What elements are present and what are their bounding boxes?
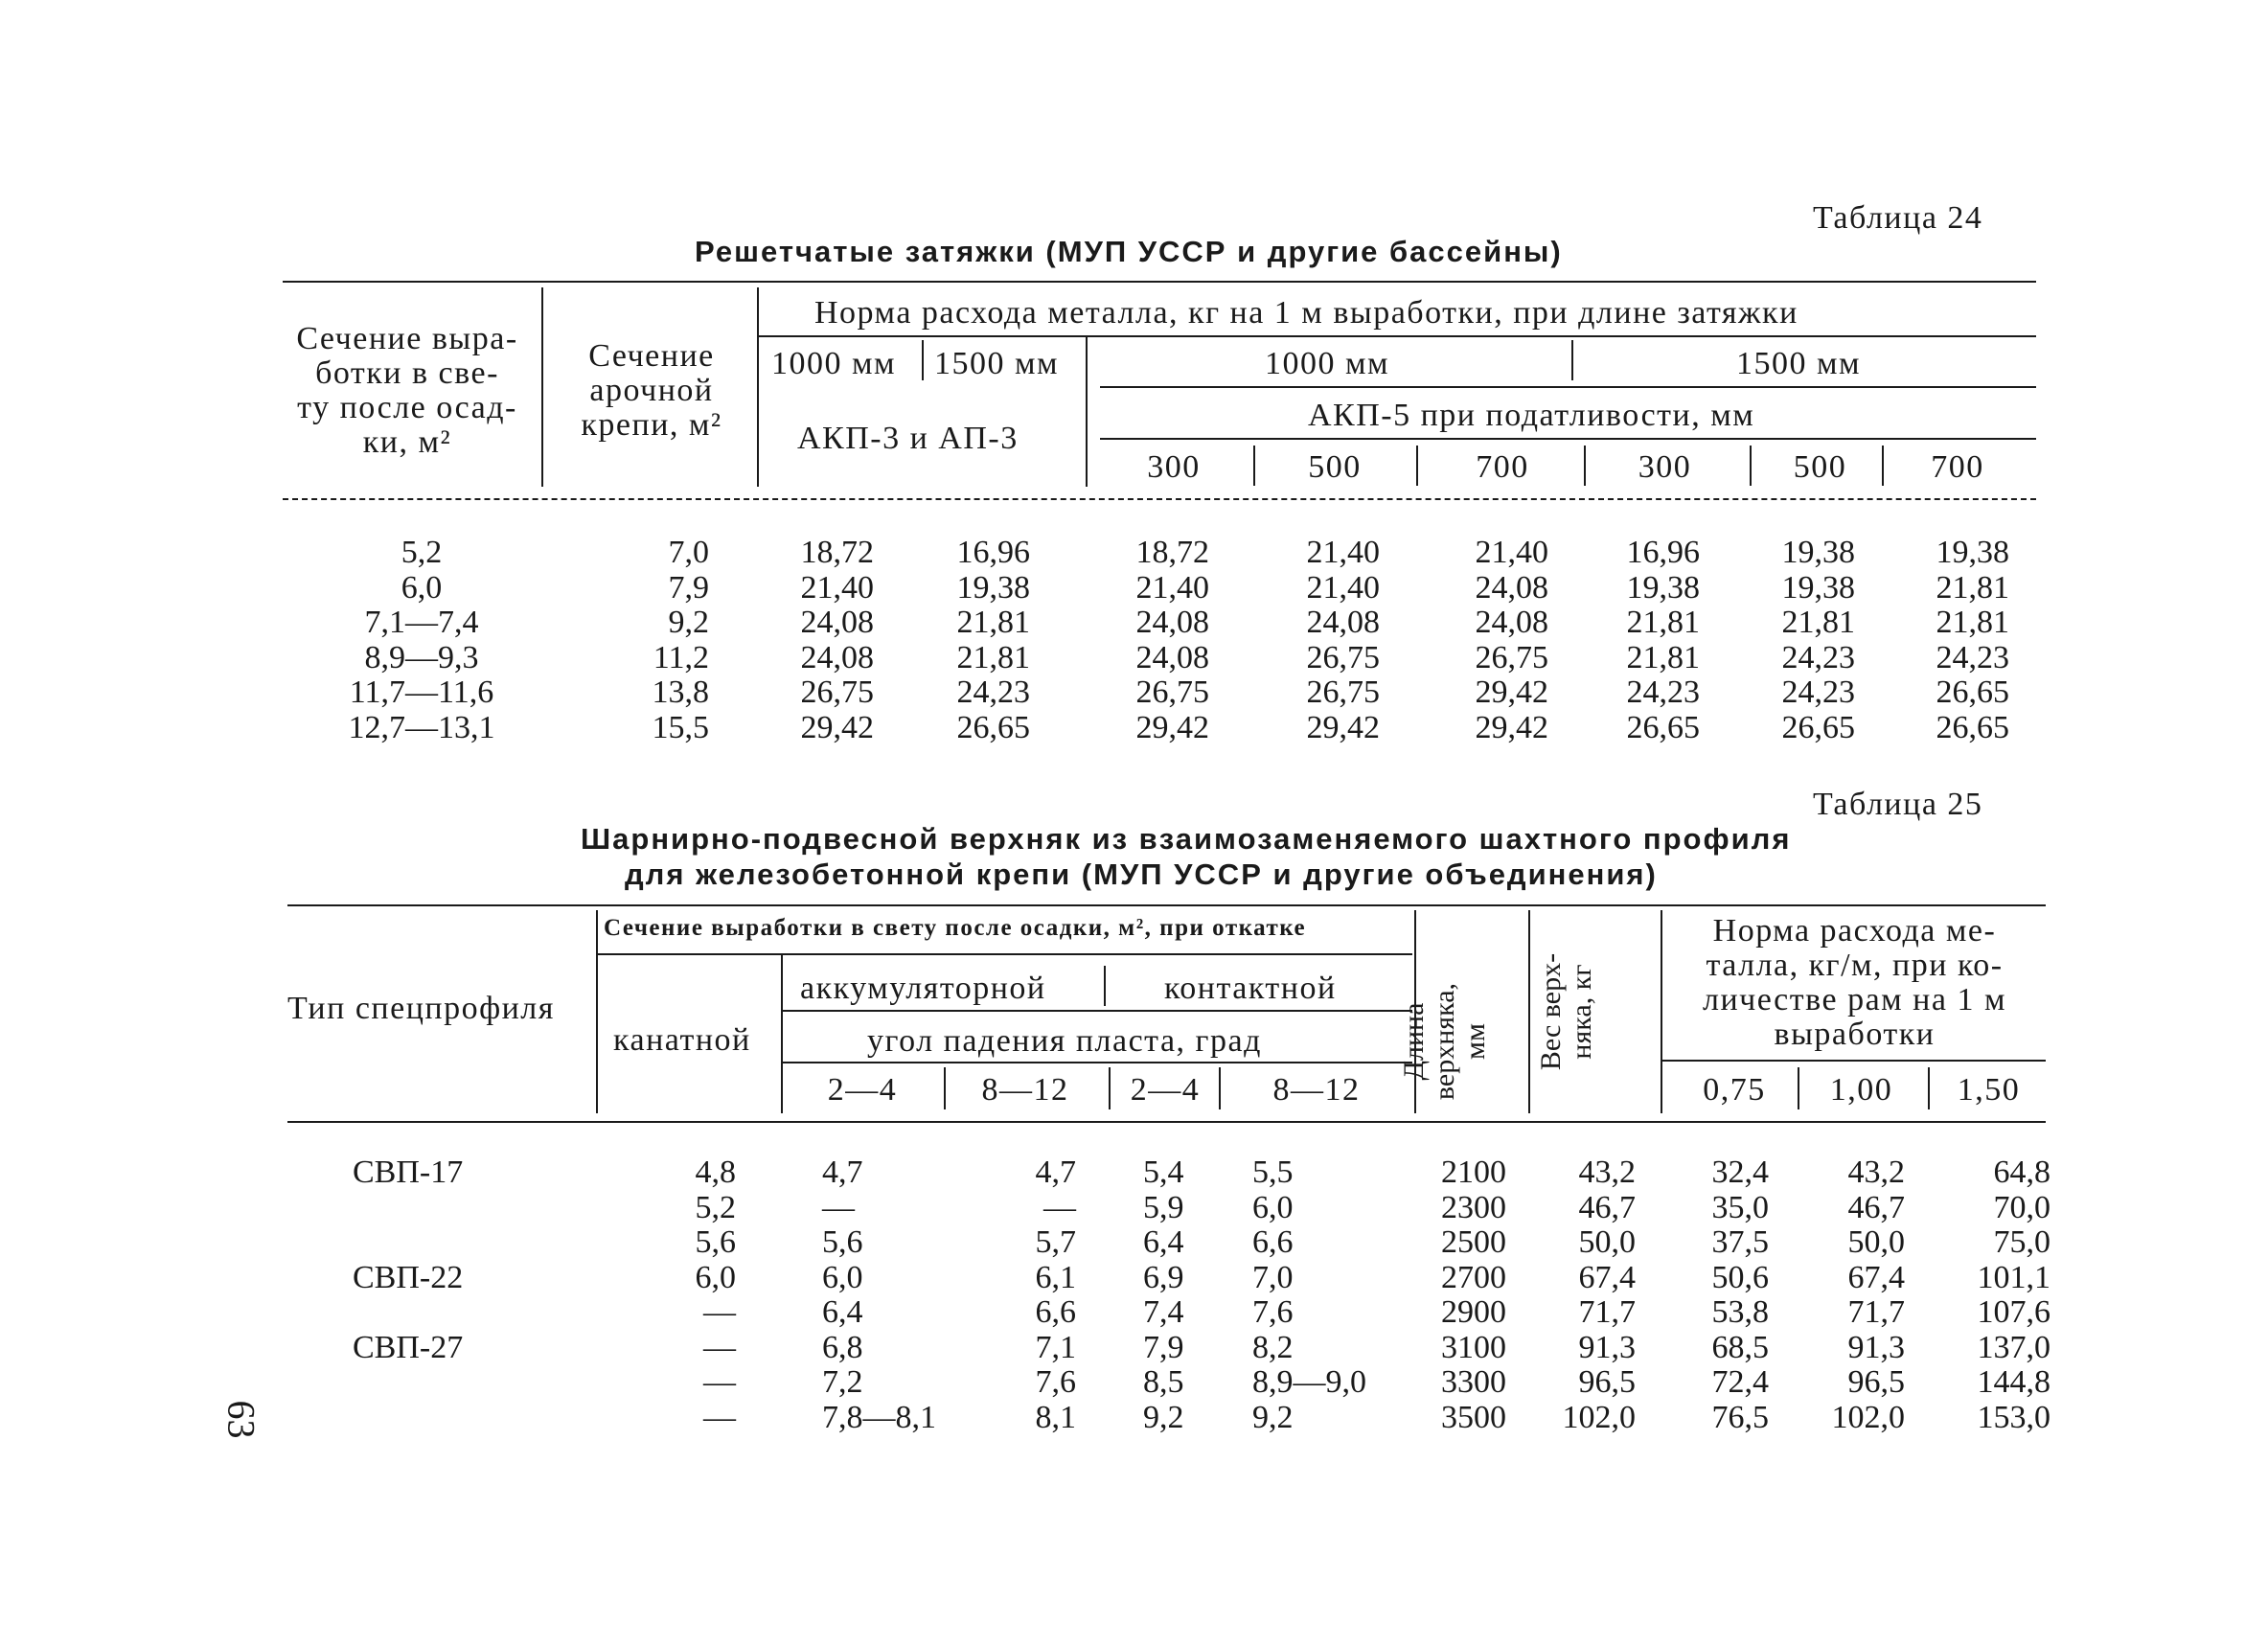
table25-cell: 8,1 (1035, 1399, 1076, 1435)
table25-cell: 7,6 (1035, 1364, 1076, 1400)
t25-angle: угол падения пласта, град (867, 1023, 1262, 1059)
table25-cell: 53,8 (1711, 1294, 1769, 1330)
table25-cell: 70,0 (1993, 1189, 2050, 1225)
table25-cell: 3300 (1441, 1364, 1506, 1400)
table24-cell: 11,7—11,6 (349, 674, 494, 710)
t25-weight-line: няка, кг (1566, 964, 1597, 1060)
table25-label: Таблица 25 (1813, 787, 1983, 822)
table24-cell: 6,0 (401, 569, 443, 606)
table25-cell: 101,1 (1977, 1259, 2050, 1295)
table25-cell: — (1043, 1189, 1076, 1225)
table24-cell: 26,65 (1936, 709, 2009, 745)
table25-cell: 5,6 (822, 1224, 863, 1260)
t24-col2-line: Сечение (588, 338, 715, 374)
table25-cell: 68,5 (1711, 1329, 1769, 1365)
table24-cell: 26,75 (1135, 674, 1209, 710)
table25-cell: 50,0 (1578, 1224, 1636, 1260)
table24-cell: 26,75 (800, 674, 874, 710)
t24-col1-header (278, 322, 537, 460)
t25-weight-header (1536, 921, 1605, 1103)
table25-cell: 5,9 (1143, 1189, 1184, 1225)
t24-col2-line: арочной (589, 373, 714, 408)
t25-length-header (1399, 946, 1495, 1137)
t24-akp3: АКП-3 и АП-3 (797, 421, 1019, 456)
table24-cell: 19,38 (1781, 569, 1855, 606)
table24-cell: 24,08 (1135, 605, 1209, 640)
t25-norm-line: талла, кг/м, при ко- (1706, 948, 2004, 983)
table24-cell: 24,08 (1475, 605, 1548, 640)
table25-cell: 6,6 (1035, 1294, 1076, 1330)
table25-cell: 4,8 (695, 1154, 736, 1190)
table25-cell: 91,3 (1847, 1329, 1905, 1365)
table24-title: Решетчатые затяжки (МУП УССР и другие бассейны) (695, 235, 1563, 268)
t24-col1-line: ту после осад- (297, 390, 517, 425)
t25-rule (783, 1010, 1412, 1012)
table25-cell: 144,8 (1977, 1364, 2050, 1400)
table25-cell: 5,2 (695, 1189, 736, 1225)
table24-cell: 26,65 (1626, 709, 1700, 745)
table25-cell: 43,2 (1847, 1154, 1905, 1190)
table24-cell: 18,72 (800, 535, 874, 570)
t24-col1-line: ки, м² (362, 424, 452, 460)
table24-cell: 21,81 (1626, 605, 1700, 640)
table24-cell: 18,72 (1135, 535, 1209, 570)
table24-cell: 16,96 (956, 535, 1030, 570)
t25-length-line: верхняка, (1429, 982, 1460, 1101)
t25-length-line: мм (1459, 1023, 1491, 1060)
table25-cell: СВП-17 (353, 1154, 464, 1190)
t25-rule (1662, 1060, 2046, 1062)
table24-cell: 26,65 (1781, 709, 1855, 745)
table24-cell: 24,23 (1936, 639, 2009, 675)
t25-divider (944, 1067, 946, 1109)
table24-cell: 24,08 (1306, 605, 1380, 640)
table24-cell: 12,7—13,1 (348, 709, 495, 745)
table25-cell: 7,4 (1143, 1294, 1184, 1330)
t24-divider (1416, 446, 1418, 486)
table24-cell: 15,5 (652, 709, 709, 745)
table25-cell: 4,7 (822, 1154, 863, 1190)
table25-cell: 2100 (1441, 1154, 1506, 1190)
table25-cell: 91,3 (1578, 1329, 1636, 1365)
table24-cell: 24,23 (956, 674, 1030, 710)
t24-col2-header (551, 339, 752, 443)
table24-cell: 21,81 (956, 639, 1030, 675)
table24-cell: 26,65 (956, 709, 1030, 745)
t24-divider (757, 287, 759, 487)
table24-cell: 24,08 (800, 605, 874, 640)
t25-count: 1,50 (1957, 1072, 2021, 1108)
table25-cell: 50,6 (1711, 1259, 1769, 1295)
t25-rope: канатной (613, 1022, 751, 1058)
table24-cell: 24,08 (800, 639, 874, 675)
table25-cell: 35,0 (1711, 1189, 1769, 1225)
t25-divider (1798, 1067, 1799, 1109)
table24-cell: 19,38 (956, 569, 1030, 606)
t25-divider (1528, 910, 1530, 1113)
table25-cell: 96,5 (1847, 1364, 1905, 1400)
table24-cell: 21,40 (1135, 569, 1209, 606)
t25-range: 2—4 (1130, 1072, 1201, 1108)
t25-rule (783, 1062, 1412, 1063)
table25-cell: 4,7 (1035, 1154, 1076, 1190)
t24-divider (1882, 446, 1884, 486)
table24-cell: 21,81 (1626, 639, 1700, 675)
t25-type-header: Тип спецпрофиля (287, 991, 555, 1026)
table25-cell: 6,6 (1252, 1224, 1294, 1260)
table25-cell: 75,0 (1993, 1224, 2050, 1260)
table25-cell: 137,0 (1977, 1329, 2050, 1365)
t24-yield: 700 (1931, 449, 1984, 485)
table24-cell: 26,75 (1306, 674, 1380, 710)
t24-divider (1253, 446, 1255, 486)
t24-len1000: 1000 мм (771, 346, 897, 381)
table25-cell: 8,9—9,0 (1252, 1364, 1366, 1400)
table25-cell: 8,2 (1252, 1329, 1294, 1365)
table24-cell: 13,8 (652, 674, 709, 710)
table25-cell: 8,5 (1143, 1364, 1184, 1400)
table25-cell: 67,4 (1847, 1259, 1905, 1295)
table25-cell: 5,4 (1143, 1154, 1184, 1190)
t25-range: 8—12 (981, 1072, 1069, 1108)
table25-cell: СВП-22 (353, 1259, 464, 1295)
table25-cell: 153,0 (1977, 1399, 2050, 1435)
table25-cell: 6,1 (1035, 1259, 1076, 1295)
table25-cell: 107,6 (1977, 1294, 2050, 1330)
table24-cell: 11,2 (653, 639, 709, 675)
table25-cell: 6,0 (695, 1259, 736, 1295)
table25-cell: 7,8—8,1 (822, 1399, 936, 1435)
table24-cell: 7,1—7,4 (364, 605, 479, 640)
t24-yield: 700 (1476, 449, 1529, 485)
table24-cell: 24,23 (1781, 674, 1855, 710)
table25-cell: 50,0 (1847, 1224, 1905, 1260)
table24-cell: 16,96 (1626, 535, 1700, 570)
table25-cell: 5,6 (695, 1224, 736, 1260)
t25-battery: аккумуляторной (800, 971, 1046, 1006)
t25-norm-line: личестве рам на 1 м (1702, 982, 2006, 1017)
t25-range: 8—12 (1272, 1072, 1361, 1108)
table25-cell: 96,5 (1578, 1364, 1636, 1400)
table25-title-line2: для железобетонной крепи (МУП УССР и другие объединения) (625, 857, 1658, 891)
t25-length-line: Длина (1398, 1002, 1430, 1081)
t24-yield: 300 (1147, 449, 1201, 485)
t25-norm-line: выработки (1774, 1017, 1936, 1052)
table24-cell: 29,42 (1135, 709, 1209, 745)
table25-cell: — (703, 1399, 736, 1435)
table24-cell: 7,0 (668, 535, 709, 570)
table24-cell: 21,40 (1475, 535, 1548, 570)
table25-cell: 76,5 (1711, 1399, 1769, 1435)
t24-divider (1086, 337, 1088, 487)
table24-cell: 24,23 (1626, 674, 1700, 710)
table25-cell: 9,2 (1252, 1399, 1294, 1435)
t25-rule (598, 953, 1412, 955)
table25-cell: 6,4 (822, 1294, 863, 1330)
table25-cell: 2500 (1441, 1224, 1506, 1260)
table24-cell: 24,08 (1475, 569, 1548, 606)
table24-cell: 29,42 (1475, 709, 1548, 745)
table24-cell: 19,38 (1781, 535, 1855, 570)
table25-cell: 5,5 (1252, 1154, 1294, 1190)
table25-cell: — (703, 1329, 736, 1365)
table25-cell: — (703, 1364, 736, 1400)
t25-section-header: Сечение выработки в свету после осадки, м², при откатке (604, 915, 1307, 941)
t25-divider (1104, 966, 1106, 1006)
table24-cell: 21,40 (1306, 569, 1380, 606)
t24-header-bottom-rule (283, 498, 2036, 500)
table25-cell: 71,7 (1578, 1294, 1636, 1330)
table24-cell: 26,75 (1475, 639, 1548, 675)
t25-norm-header (1665, 914, 2044, 1052)
t24-rule (1100, 386, 2036, 388)
t25-divider (1928, 1067, 1930, 1109)
t24-akp5: АКП-5 при податливости, мм (1308, 398, 1755, 433)
table25-cell: — (703, 1294, 736, 1330)
table25-cell: 64,8 (1993, 1154, 2050, 1190)
table25-cell: 43,2 (1578, 1154, 1636, 1190)
table25-cell: 7,9 (1143, 1329, 1184, 1365)
table24-cell: 26,75 (1306, 639, 1380, 675)
table25-cell: 67,4 (1578, 1259, 1636, 1295)
table24-cell: 8,9—9,3 (364, 639, 479, 675)
t25-range: 2—4 (827, 1072, 898, 1108)
table24-cell: 21,81 (1936, 605, 2009, 640)
table25-cell: СВП-27 (353, 1329, 464, 1365)
table24-top-rule (283, 281, 2036, 283)
table24-cell: 7,9 (668, 569, 709, 606)
t24-yield: 300 (1638, 449, 1692, 485)
table25-cell: 9,2 (1143, 1399, 1184, 1435)
t24-rule (1100, 438, 2036, 440)
table25-cell: 102,0 (1831, 1399, 1905, 1435)
table25-cell: 71,7 (1847, 1294, 1905, 1330)
table25-cell: 46,7 (1578, 1189, 1636, 1225)
t24-yield: 500 (1308, 449, 1362, 485)
table25-cell: 6,4 (1143, 1224, 1184, 1260)
table24-cell: 21,81 (1781, 605, 1855, 640)
table24-cell: 29,42 (1306, 709, 1380, 745)
t25-contact: контактной (1164, 971, 1337, 1006)
table25-cell: 7,2 (822, 1364, 863, 1400)
t24-len1500: 1500 мм (934, 346, 1060, 381)
t24-norm-header: Норма расхода металла, кг на 1 м выработки, при длине затяжки (814, 295, 1798, 331)
t24-divider (1584, 446, 1586, 486)
t24-col1-line: Сечение выра- (296, 321, 518, 356)
table24-cell: 21,40 (800, 569, 874, 606)
table24-cell: 24,08 (1135, 639, 1209, 675)
t25-divider (1219, 1067, 1221, 1109)
table25-top-rule (287, 904, 2046, 906)
t25-count: 1,00 (1829, 1072, 1893, 1108)
t24-divider (1750, 446, 1752, 486)
table24-cell: 19,38 (1936, 535, 2009, 570)
table25-cell: 32,4 (1711, 1154, 1769, 1190)
t24-divider (1571, 340, 1573, 380)
t24-yield: 500 (1793, 449, 1847, 485)
table25-cell: 6,0 (822, 1259, 863, 1295)
table24-cell: 29,42 (1475, 674, 1548, 710)
table25-cell: 3100 (1441, 1329, 1506, 1365)
table25-cell: 37,5 (1711, 1224, 1769, 1260)
table25-cell: 46,7 (1847, 1189, 1905, 1225)
table25-cell: 102,0 (1562, 1399, 1636, 1435)
t25-divider (781, 955, 783, 1113)
table25-cell: 2700 (1441, 1259, 1506, 1295)
table24-cell: 21,81 (956, 605, 1030, 640)
table25-cell: 3500 (1441, 1399, 1506, 1435)
table25-cell: 6,8 (822, 1329, 863, 1365)
table24-cell: 5,2 (401, 535, 443, 570)
table24-cell: 21,40 (1306, 535, 1380, 570)
t24-divider (922, 340, 924, 380)
t24-len1000b: 1000 мм (1265, 346, 1390, 381)
table25-cell: 6,9 (1143, 1259, 1184, 1295)
table25-cell: 72,4 (1711, 1364, 1769, 1400)
table25-cell: 7,6 (1252, 1294, 1294, 1330)
t25-header-bottom-rule (287, 1121, 2046, 1123)
page-number: 63 (219, 1400, 263, 1439)
t24-rule (759, 335, 2036, 337)
table25-cell: — (822, 1189, 855, 1225)
table25-cell: 5,7 (1035, 1224, 1076, 1260)
t25-divider (596, 910, 598, 1113)
table24-cell: 24,23 (1781, 639, 1855, 675)
table25-cell: 2900 (1441, 1294, 1506, 1330)
table24-cell: 29,42 (800, 709, 874, 745)
table24-cell: 9,2 (668, 605, 709, 640)
t24-divider (541, 287, 543, 487)
table24-label: Таблица 24 (1813, 200, 1983, 236)
table24-cell: 21,81 (1936, 569, 2009, 606)
t24-len1500b: 1500 мм (1736, 346, 1862, 381)
t24-col2-line: крепи, м² (581, 407, 722, 443)
t24-col1-line: ботки в све- (315, 355, 499, 391)
table25-cell: 7,1 (1035, 1329, 1076, 1365)
table24-cell: 19,38 (1626, 569, 1700, 606)
table24-cell: 26,65 (1936, 674, 2009, 710)
t25-divider (1109, 1067, 1111, 1109)
t25-count: 0,75 (1703, 1072, 1766, 1108)
t25-norm-line: Норма расхода ме- (1712, 913, 1997, 949)
table25-title-line1: Шарнирно-подвесной верхняк из взаимозаменяемого шахтного профиля (581, 822, 1792, 856)
t25-weight-line: Вес верх- (1535, 952, 1567, 1071)
table25-cell: 7,0 (1252, 1259, 1294, 1295)
t25-divider (1661, 910, 1662, 1113)
table25-cell: 2300 (1441, 1189, 1506, 1225)
table25-cell: 6,0 (1252, 1189, 1294, 1225)
